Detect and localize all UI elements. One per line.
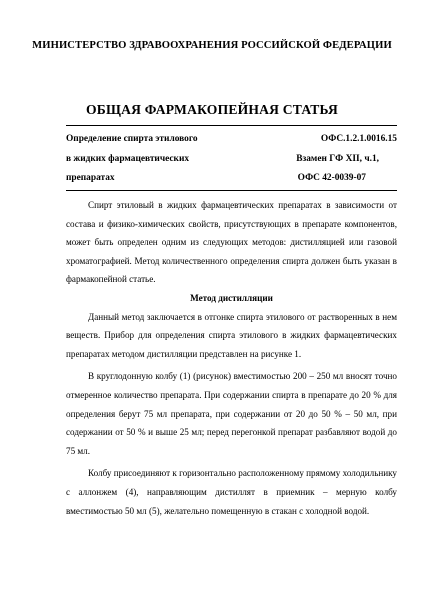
paragraph-intro: Спирт этиловый в жидких фармацевтических препаратах в зависимости от состава и физико-химических свойств, присутствующих в препарате компонентов, может быть определен одним из следующих методов: дистилляцией или газовой хроматографией. Метод количественного определения спирта должен быть указан в фармакопейной статье. — [66, 200, 397, 285]
article-subject — [66, 130, 236, 189]
paragraph-method: Данный метод заключается в отгонке спирта этилового от растворенных в нем веществ. Прибор для определения спирта этилового в жидких фармацевтических препаратах методом дистилляции представлен на рисунке 1. — [66, 311, 397, 359]
divider-top — [66, 125, 397, 126]
divider-bottom — [66, 190, 397, 191]
ministry-header: МИНИСТЕРСТВО ЗДРАВООХРАНЕНИЯ РОССИЙСКОЙ ФЕДЕРАЦИИ — [32, 40, 392, 51]
article-codes — [247, 130, 397, 189]
subject-line-2: в жидких фармацевтических — [66, 153, 190, 164]
section-heading: Метод дистилляции — [190, 292, 273, 303]
replaces-line: Взамен ГФ XII, ч.1, — [296, 153, 379, 164]
subject-line-3: препаратах — [66, 173, 115, 183]
paragraph-procedure: В круглодонную колбу (1) (рисунок) вместимостью 200 – 250 мл вносят точно отмеренное количество препарата. При содержании спирта в препарате до 20 % для определения берут 75 мл препарата, при содержании от 20 до 50 % – 50 мл, при содержании от 50 % и выше 25 мл; перед перегонкой препарат разбавляют водой до 75 мл. — [66, 371, 397, 456]
old-article-code: ОФС 42-0039-07 — [297, 173, 366, 183]
article-body — [66, 196, 397, 520]
document-title: ОБЩАЯ ФАРМАКОПЕЙНАЯ СТАТЬЯ — [86, 102, 338, 117]
article-code: ОФС.1.2.1.0016.15 — [320, 134, 397, 144]
paragraph-apparatus: Колбу присоединяют к горизонтально расположенному прямому холодильнику с аллонжем (4), направляющим дистиллят в приемник – мерную колбу вместимостью 50 мл (5), желательно помещенную в стакан с холодной водой. — [66, 468, 397, 516]
subject-line-1: Определение спирта этилового — [66, 134, 198, 144]
